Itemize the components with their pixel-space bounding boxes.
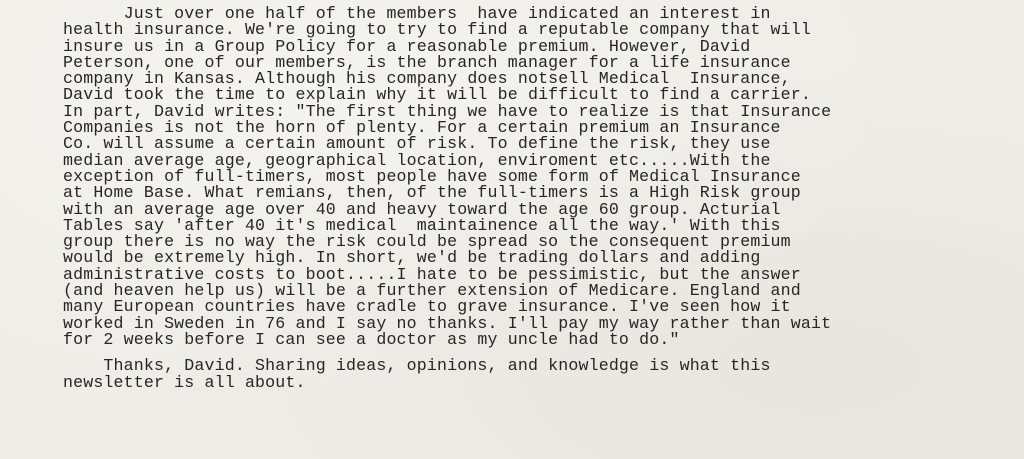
text-line: Thanks, David. Sharing ideas, opinions, and knowledge is what this — [63, 356, 771, 376]
text-line: with an average age over 40 and heavy toward the age 60 group. Acturial — [63, 199, 781, 219]
text-line: Tables say 'after 40 it's medical maintainence all the way.' With this — [63, 215, 781, 235]
text-line: Companies is not the horn of plenty. For a certain premium an Insurance — [63, 118, 781, 138]
text-line: Peterson, one of our members, is the branch manager for a life insurance — [63, 52, 791, 72]
text-line: health insurance. We're going to try to find a reputable company that will — [63, 20, 811, 40]
text-line: administrative costs to boot.....I hate to be pessimistic, but the answer — [63, 264, 801, 284]
text-line: Co. will assume a certain amount of risk. To define the risk, they use — [63, 134, 771, 154]
text-line: newsletter is all about. — [63, 372, 306, 392]
text-line: In part, David writes: "The first thing we have to realize is that Insurance — [63, 101, 832, 121]
text-line: company in Kansas. Although his company does notsell Medical Insurance, — [63, 69, 791, 89]
text-line: many European countries have cradle to grave insurance. I've seen how it — [63, 297, 791, 317]
text-line: worked in Sweden in 76 and I say no thanks. I'll pay my way rather than wait — [63, 313, 832, 333]
document-text — [63, 6, 1013, 391]
paragraph-closing — [63, 358, 1013, 391]
text-line: for 2 weeks before I can see a doctor as my uncle had to do." — [63, 329, 680, 349]
text-line: David took the time to explain why it will be difficult to find a carrier. — [63, 85, 811, 105]
text-line: group there is no way the risk could be spread so the consequent premium — [63, 232, 791, 252]
text-line: would be extremely high. In short, we'd be trading dollars and adding — [63, 248, 761, 268]
text-line: at Home Base. What remians, then, of the full-timers is a High Risk group — [63, 183, 801, 203]
paragraph-insurance-letter — [63, 6, 1013, 348]
text-line: median average age, geographical location, enviroment etc.....With the — [63, 150, 771, 170]
text-line: (and heaven help us) will be a further extension of Medicare. England and — [63, 281, 801, 301]
text-line: Just over one half of the members have indicated an interest in — [63, 4, 771, 23]
text-line: exception of full-timers, most people have some form of Medical Insurance — [63, 166, 801, 186]
text-line: insure us in a Group Policy for a reasonable premium. However, David — [63, 36, 751, 56]
